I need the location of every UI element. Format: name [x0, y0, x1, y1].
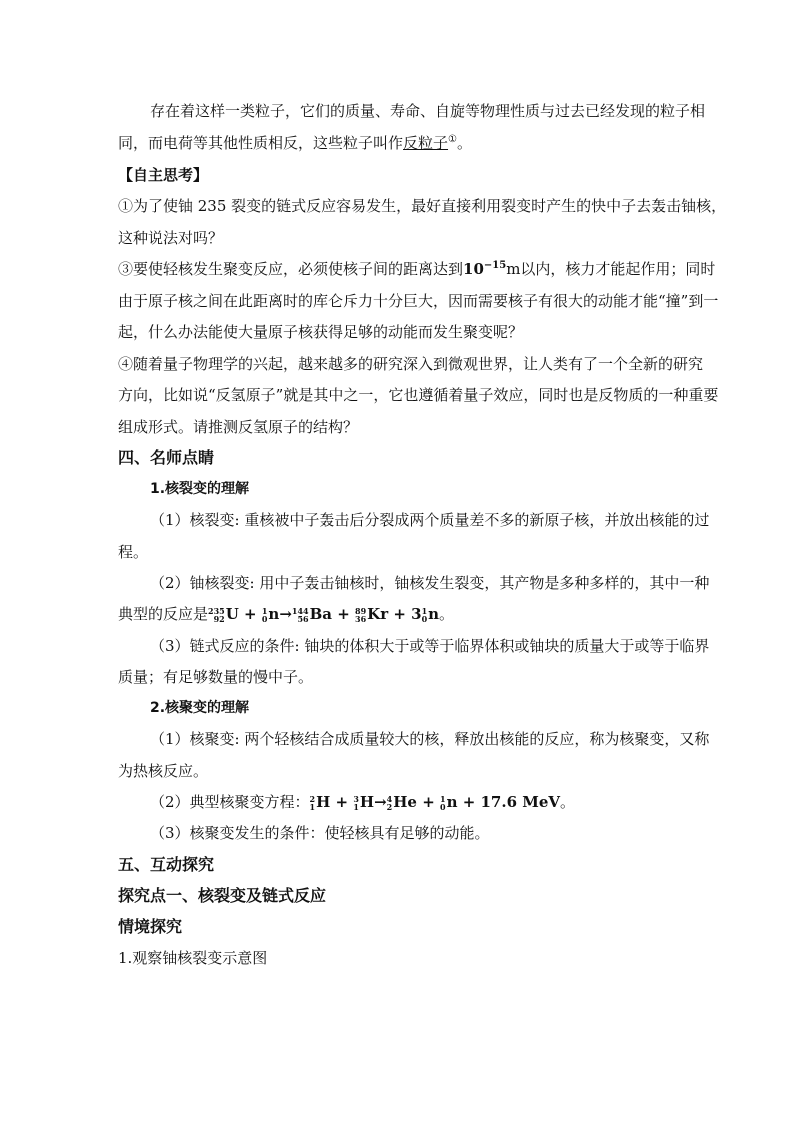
question-3-line-3: 组成形式。请推测反氢原子的结构？ — [118, 418, 359, 436]
chain-reaction-line-2: 质量；有足够数量的慢中子。 — [118, 668, 314, 686]
fusion-def-line-1: （1）核聚变: 两个轻核结合成质量较大的核，释放出核能的反应，称为核聚变，又称 — [150, 730, 710, 748]
question-2-line-1: ③要使轻核发生聚变反应，必须使核子间的距离达到$10^{-15}m$以内，核力才能起作用；同时 — [118, 260, 716, 278]
fission-def-line-1: （1）核裂变: 重核被中子轰击后分裂成两个质量差不多的新原子核，并放出核能的过 — [150, 511, 710, 529]
fusion-equation-line: （2）典型核聚变方程： 2 1 H + 3 1 H→ 4 2 He + 1 0 n + 17.6 MeV。 — [150, 793, 576, 812]
section-5-heading: 五、互动探究 — [118, 855, 215, 874]
footnote-marker: ① — [448, 134, 457, 145]
scenario-inquiry: 情境探究 — [118, 917, 183, 936]
question-2-line-3: 起，什么办法能使大量原子核获得足够的动能而发生聚变呢？ — [118, 323, 524, 341]
self-thinking-heading: 【自主思考】 — [118, 166, 209, 184]
observe-diagram-item: 1.观察铀核裂变示意图 — [118, 949, 268, 967]
intro-line-2: 同，而电荷等其他性质相反，这些粒子叫作反粒子①。 — [118, 134, 473, 152]
question-1-line-1: ①为了使铀 235 裂变的链式反应容易发生，最好直接利用裂变时产生的快中子去轰击铀核， — [118, 197, 727, 215]
uranium-fission-line-1: （2）铀核裂变: 用中子轰击铀核时，铀核发生裂变，其产物是多种多样的，其中一种 — [150, 574, 710, 592]
fission-def-line-2: 程。 — [118, 543, 149, 561]
fusion-equation: 2 1 H + 3 1 H→ 4 2 He + 1 0 n + 17.6 MeV — [309, 793, 561, 812]
fusion-condition-line: （3）核聚变发生的条件：使轻核具有足够的动能。 — [150, 824, 490, 842]
question-3-line-2: 方向，比如说“反氢原子”就是其中之一，它也遵循着量子效应，同时也是反物质的一种重要 — [118, 386, 719, 404]
antiparticle-term: 反粒子 — [403, 134, 449, 152]
fission-equation: 235 92 U + 1 0 n→ 144 56 Ba + 89 36 Kr + 3 1 0 n — [208, 605, 440, 624]
fusion-def-line-2: 为热核反应。 — [118, 762, 209, 780]
intro-line-1: 存在着这样一类粒子，它们的质量、寿命、自旋等物理性质与过去已经发现的粒子相 — [150, 102, 706, 120]
inquiry-point-1: 探究点一、核裂变及链式反应 — [118, 886, 327, 905]
question-1-line-2: 这种说法对吗？ — [118, 229, 224, 247]
uranium-fission-line-2: 典型的反应是 235 92 U + 1 0 n→ 144 56 Ba + 89 36 Kr + 3 1 0 n。 — [118, 605, 455, 624]
chain-reaction-line-1: （3）链式反应的条件: 铀块的体积大于或等于临界体积或铀块的质量大于或等于临界 — [150, 637, 710, 655]
section-4-sub-1: 1.核裂变的理解 — [150, 481, 250, 497]
section-4-heading: 四、名师点睛 — [118, 448, 215, 467]
question-3-line-1: ④随着量子物理学的兴起，越来越多的研究深入到微观世界，让人类有了一个全新的研究 — [118, 355, 704, 373]
question-2-line-2: 由于原子核之间在此距离时的库仑斥力十分巨大，因而需要核子有很大的动能才能“撞”到一 — [118, 292, 719, 310]
section-4-sub-2: 2.核聚变的理解 — [150, 700, 250, 716]
